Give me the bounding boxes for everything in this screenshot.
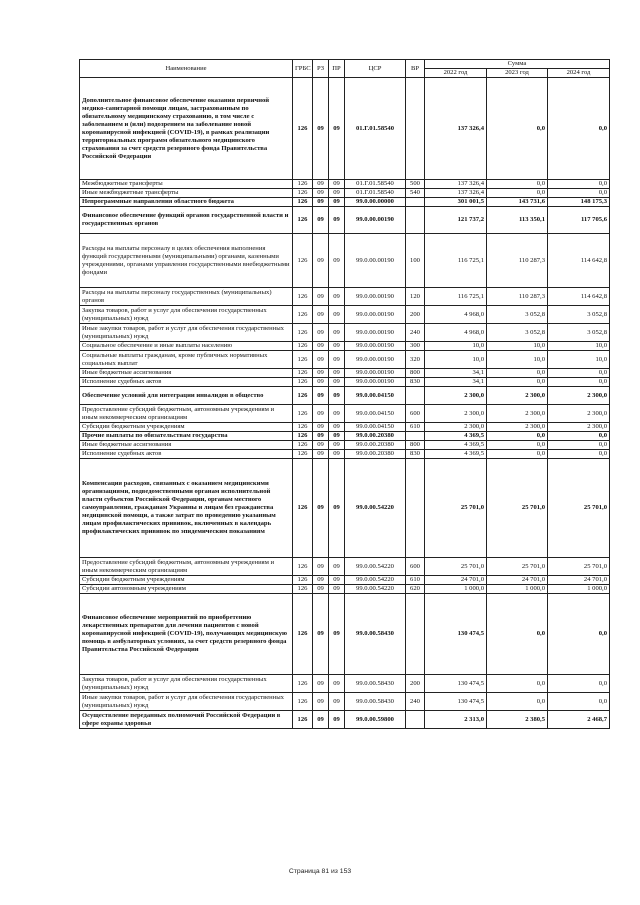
row-vr bbox=[406, 387, 425, 405]
table-row bbox=[80, 351, 610, 369]
row-amount-2024: 3 052,8 bbox=[548, 306, 610, 324]
row-amount-2024: 0,0 bbox=[548, 675, 610, 693]
row-grbs: 126 bbox=[293, 594, 313, 675]
row-pr: 09 bbox=[329, 432, 345, 441]
row-amount-2024: 0,0 bbox=[548, 180, 610, 189]
row-csr: 99.0.00.58430 bbox=[345, 693, 406, 711]
row-amount-2024: 0,0 bbox=[548, 594, 610, 675]
row-csr: 99.0.00.54220 bbox=[345, 459, 406, 558]
row-name: Исполнение судебных актов bbox=[80, 378, 293, 387]
row-amount-2023: 25 701,0 bbox=[487, 459, 548, 558]
row-rz: 09 bbox=[313, 594, 329, 675]
row-pr: 09 bbox=[329, 405, 345, 423]
row-name: Компенсация расходов, связанных с оказанием медицинскими организациями, подведомственными органам исполнительной власти субъектов Российской Федерации, органам местного самоуправления, гражданам Украины и лицам без гражданства медицинской помощи, а также затрат по проведению указанным лицам профилактических прививок, включенных в календарь профилактических прививок по эпидемическим показаниям bbox=[80, 459, 293, 558]
table-row bbox=[80, 693, 610, 711]
row-rz: 09 bbox=[313, 693, 329, 711]
row-name: Прочие выплаты по обязательствам государства bbox=[80, 432, 293, 441]
row-vr bbox=[406, 78, 425, 180]
row-vr bbox=[406, 711, 425, 729]
table-row bbox=[80, 423, 610, 432]
row-grbs: 126 bbox=[293, 387, 313, 405]
row-amount-2022: 121 737,2 bbox=[425, 207, 487, 234]
row-amount-2022: 10,0 bbox=[425, 351, 487, 369]
row-amount-2022: 4 369,5 bbox=[425, 441, 487, 450]
row-name: Предоставление субсидий бюджетным, автономным учреждениям и иным некоммерческим организациям bbox=[80, 405, 293, 423]
row-name: Социальное обеспечение и иные выплаты населению bbox=[80, 342, 293, 351]
row-pr: 09 bbox=[329, 585, 345, 594]
row-pr: 09 bbox=[329, 342, 345, 351]
row-amount-2023: 0,0 bbox=[487, 441, 548, 450]
row-csr: 99.0.00.00190 bbox=[345, 288, 406, 306]
row-vr: 500 bbox=[406, 180, 425, 189]
row-rz: 09 bbox=[313, 441, 329, 450]
row-name: Межбюджетные трансферты bbox=[80, 180, 293, 189]
row-amount-2022: 130 474,5 bbox=[425, 594, 487, 675]
row-vr: 830 bbox=[406, 450, 425, 459]
row-name: Дополнительное финансовое обеспечение оказания первичной медико-санитарной помощи лицам, застрахованным по обязательному медицинскому страхованию, в том числе с заболеванием и (или) подозрением на заболевание новой коронавирусной инфекцией (COVID-19), в рамках реализации территориальных программ обязательного медицинского страхования за счет средств резервного фонда Правительства Российской Федерации bbox=[80, 78, 293, 180]
row-rz: 09 bbox=[313, 234, 329, 288]
row-amount-2022: 116 725,1 bbox=[425, 288, 487, 306]
row-vr bbox=[406, 432, 425, 441]
table-row bbox=[80, 288, 610, 306]
table-row bbox=[80, 78, 610, 180]
table-row bbox=[80, 369, 610, 378]
row-amount-2022: 4 968,0 bbox=[425, 306, 487, 324]
row-amount-2024: 10,0 bbox=[548, 351, 610, 369]
table-row bbox=[80, 198, 610, 207]
row-name: Субсидии бюджетным учреждениям bbox=[80, 423, 293, 432]
table-body bbox=[80, 78, 610, 729]
row-amount-2022: 4 968,0 bbox=[425, 324, 487, 342]
row-pr: 09 bbox=[329, 459, 345, 558]
row-amount-2023: 1 000,0 bbox=[487, 585, 548, 594]
row-rz: 09 bbox=[313, 207, 329, 234]
row-pr: 09 bbox=[329, 198, 345, 207]
row-amount-2024: 3 052,8 bbox=[548, 324, 610, 342]
row-amount-2023: 0,0 bbox=[487, 180, 548, 189]
row-amount-2024: 0,0 bbox=[548, 432, 610, 441]
row-pr: 09 bbox=[329, 711, 345, 729]
row-amount-2023: 110 287,3 bbox=[487, 288, 548, 306]
row-pr: 09 bbox=[329, 351, 345, 369]
row-amount-2024: 1 000,0 bbox=[548, 585, 610, 594]
row-name: Субсидии бюджетным учреждениям bbox=[80, 576, 293, 585]
row-amount-2022: 34,1 bbox=[425, 378, 487, 387]
table-row bbox=[80, 306, 610, 324]
row-amount-2023: 0,0 bbox=[487, 693, 548, 711]
row-rz: 09 bbox=[313, 450, 329, 459]
row-pr: 09 bbox=[329, 78, 345, 180]
row-name: Иные бюджетные ассигнования bbox=[80, 441, 293, 450]
row-csr: 99.0.00.54220 bbox=[345, 585, 406, 594]
table-row bbox=[80, 450, 610, 459]
row-name: Социальные выплаты гражданам, кроме публичных нормативных социальных выплат bbox=[80, 351, 293, 369]
row-pr: 09 bbox=[329, 576, 345, 585]
row-pr: 09 bbox=[329, 387, 345, 405]
row-vr: 610 bbox=[406, 423, 425, 432]
row-amount-2024: 2 300,0 bbox=[548, 423, 610, 432]
row-grbs: 126 bbox=[293, 369, 313, 378]
row-csr: 99.0.00.04150 bbox=[345, 387, 406, 405]
row-rz: 09 bbox=[313, 378, 329, 387]
row-vr bbox=[406, 198, 425, 207]
row-csr: 01.Г.01.58540 bbox=[345, 78, 406, 180]
table-row bbox=[80, 234, 610, 288]
row-name: Иные межбюджетные трансферты bbox=[80, 189, 293, 198]
row-grbs: 126 bbox=[293, 711, 313, 729]
row-vr: 600 bbox=[406, 405, 425, 423]
row-csr: 99.0.00.54220 bbox=[345, 576, 406, 585]
row-csr: 99.0.00.00190 bbox=[345, 378, 406, 387]
row-amount-2023: 0,0 bbox=[487, 594, 548, 675]
row-rz: 09 bbox=[313, 585, 329, 594]
row-grbs: 126 bbox=[293, 693, 313, 711]
row-grbs: 126 bbox=[293, 288, 313, 306]
row-vr bbox=[406, 459, 425, 558]
row-amount-2022: 130 474,5 bbox=[425, 675, 487, 693]
row-amount-2022: 2 300,0 bbox=[425, 405, 487, 423]
row-amount-2023: 0,0 bbox=[487, 675, 548, 693]
row-grbs: 126 bbox=[293, 378, 313, 387]
row-pr: 09 bbox=[329, 441, 345, 450]
row-vr: 800 bbox=[406, 369, 425, 378]
row-csr: 99.0.00.04150 bbox=[345, 405, 406, 423]
row-amount-2024: 25 701,0 bbox=[548, 459, 610, 558]
header-rz: РЗ bbox=[313, 60, 329, 78]
row-amount-2024: 10,0 bbox=[548, 342, 610, 351]
row-rz: 09 bbox=[313, 387, 329, 405]
header-pr: ПР bbox=[329, 60, 345, 78]
row-name: Обеспечение условий для интеграции инвалидов в общество bbox=[80, 387, 293, 405]
header-name: Наименование bbox=[80, 60, 293, 78]
row-grbs: 126 bbox=[293, 576, 313, 585]
row-amount-2022: 4 369,5 bbox=[425, 450, 487, 459]
row-name: Закупка товаров, работ и услуг для обеспечения государственных (муниципальных) нужд bbox=[80, 306, 293, 324]
row-amount-2022: 137 326,4 bbox=[425, 78, 487, 180]
row-amount-2023: 0,0 bbox=[487, 450, 548, 459]
row-rz: 09 bbox=[313, 405, 329, 423]
row-grbs: 126 bbox=[293, 207, 313, 234]
row-amount-2024: 114 642,8 bbox=[548, 288, 610, 306]
row-vr: 610 bbox=[406, 576, 425, 585]
row-amount-2023: 0,0 bbox=[487, 369, 548, 378]
row-vr: 620 bbox=[406, 585, 425, 594]
row-amount-2022: 2 300,0 bbox=[425, 423, 487, 432]
row-pr: 09 bbox=[329, 288, 345, 306]
row-pr: 09 bbox=[329, 423, 345, 432]
row-pr: 09 bbox=[329, 189, 345, 198]
row-grbs: 126 bbox=[293, 459, 313, 558]
row-grbs: 126 bbox=[293, 198, 313, 207]
row-rz: 09 bbox=[313, 351, 329, 369]
row-amount-2024: 0,0 bbox=[548, 441, 610, 450]
row-vr: 240 bbox=[406, 693, 425, 711]
row-amount-2022: 4 369,5 bbox=[425, 432, 487, 441]
row-vr: 240 bbox=[406, 324, 425, 342]
row-pr: 09 bbox=[329, 207, 345, 234]
row-name: Предоставление субсидий бюджетным, автономным учреждениям и иным некоммерческим организациям bbox=[80, 558, 293, 576]
row-pr: 09 bbox=[329, 324, 345, 342]
row-csr: 99.0.00.00190 bbox=[345, 351, 406, 369]
table-row bbox=[80, 432, 610, 441]
row-amount-2022: 130 474,5 bbox=[425, 693, 487, 711]
table-row bbox=[80, 585, 610, 594]
header-sum: Сумма bbox=[425, 60, 610, 69]
table-row bbox=[80, 324, 610, 342]
row-amount-2022: 301 001,5 bbox=[425, 198, 487, 207]
table-row bbox=[80, 675, 610, 693]
table-row bbox=[80, 594, 610, 675]
row-vr: 300 bbox=[406, 342, 425, 351]
row-amount-2023: 25 701,0 bbox=[487, 558, 548, 576]
row-rz: 09 bbox=[313, 198, 329, 207]
table-row bbox=[80, 387, 610, 405]
row-csr: 99.0.00.00190 bbox=[345, 369, 406, 378]
row-csr: 99.0.00.00190 bbox=[345, 324, 406, 342]
row-amount-2024: 148 175,3 bbox=[548, 198, 610, 207]
row-pr: 09 bbox=[329, 234, 345, 288]
row-amount-2023: 3 052,8 bbox=[487, 324, 548, 342]
row-amount-2022: 24 701,0 bbox=[425, 576, 487, 585]
row-amount-2024: 24 701,0 bbox=[548, 576, 610, 585]
row-rz: 09 bbox=[313, 675, 329, 693]
row-amount-2022: 2 313,0 bbox=[425, 711, 487, 729]
row-amount-2022: 1 000,0 bbox=[425, 585, 487, 594]
row-rz: 09 bbox=[313, 78, 329, 180]
row-pr: 09 bbox=[329, 693, 345, 711]
row-vr bbox=[406, 207, 425, 234]
row-csr: 99.0.00.00190 bbox=[345, 306, 406, 324]
header-vr: ВР bbox=[406, 60, 425, 78]
row-pr: 09 bbox=[329, 558, 345, 576]
row-grbs: 126 bbox=[293, 189, 313, 198]
row-amount-2023: 2 300,0 bbox=[487, 423, 548, 432]
row-csr: 99.0.00.00000 bbox=[345, 198, 406, 207]
row-csr: 99.0.00.00190 bbox=[345, 342, 406, 351]
row-amount-2023: 110 287,3 bbox=[487, 234, 548, 288]
table-row bbox=[80, 558, 610, 576]
row-grbs: 126 bbox=[293, 675, 313, 693]
row-amount-2024: 0,0 bbox=[548, 378, 610, 387]
row-name: Иные бюджетные ассигнования bbox=[80, 369, 293, 378]
table-row bbox=[80, 459, 610, 558]
row-pr: 09 bbox=[329, 450, 345, 459]
row-amount-2024: 2 300,0 bbox=[548, 387, 610, 405]
row-csr: 99.0.00.20380 bbox=[345, 450, 406, 459]
row-amount-2022: 25 701,0 bbox=[425, 459, 487, 558]
row-pr: 09 bbox=[329, 594, 345, 675]
row-amount-2023: 2 300,0 bbox=[487, 387, 548, 405]
row-amount-2023: 2 380,5 bbox=[487, 711, 548, 729]
row-amount-2022: 34,1 bbox=[425, 369, 487, 378]
row-grbs: 126 bbox=[293, 405, 313, 423]
row-vr: 200 bbox=[406, 306, 425, 324]
row-amount-2022: 137 326,4 bbox=[425, 180, 487, 189]
row-grbs: 126 bbox=[293, 558, 313, 576]
header-grbs: ГРБС bbox=[293, 60, 313, 78]
row-rz: 09 bbox=[313, 324, 329, 342]
row-grbs: 126 bbox=[293, 585, 313, 594]
budget-table bbox=[79, 59, 610, 729]
row-amount-2024: 2 468,7 bbox=[548, 711, 610, 729]
table-row bbox=[80, 441, 610, 450]
row-csr: 99.0.00.54220 bbox=[345, 558, 406, 576]
row-csr: 99.0.00.58430 bbox=[345, 675, 406, 693]
row-amount-2024: 0,0 bbox=[548, 693, 610, 711]
row-amount-2024: 117 705,6 bbox=[548, 207, 610, 234]
table-row bbox=[80, 711, 610, 729]
row-vr: 200 bbox=[406, 675, 425, 693]
row-pr: 09 bbox=[329, 369, 345, 378]
row-amount-2022: 137 326,4 bbox=[425, 189, 487, 198]
row-amount-2024: 114 642,8 bbox=[548, 234, 610, 288]
row-grbs: 126 bbox=[293, 234, 313, 288]
row-csr: 99.0.00.00190 bbox=[345, 234, 406, 288]
row-name: Финансовое обеспечение мероприятий по приобретению лекарственных препаратов для лечения пациентов с новой коронавирусной инфекцией (COVID-19), получающих медицинскую помощь в амбулаторных условиях, за счет средств резервного фонда Правительства Российской Федерации bbox=[80, 594, 293, 675]
row-pr: 09 bbox=[329, 675, 345, 693]
row-amount-2022: 2 300,0 bbox=[425, 387, 487, 405]
row-grbs: 126 bbox=[293, 450, 313, 459]
table-row bbox=[80, 405, 610, 423]
table-row bbox=[80, 189, 610, 198]
row-amount-2023: 2 300,0 bbox=[487, 405, 548, 423]
row-amount-2024: 2 300,0 bbox=[548, 405, 610, 423]
header-year-2024: 2024 год bbox=[548, 69, 610, 78]
row-amount-2023: 143 731,6 bbox=[487, 198, 548, 207]
row-amount-2023: 113 350,1 bbox=[487, 207, 548, 234]
row-rz: 09 bbox=[313, 711, 329, 729]
row-amount-2023: 0,0 bbox=[487, 378, 548, 387]
row-rz: 09 bbox=[313, 180, 329, 189]
row-amount-2024: 0,0 bbox=[548, 369, 610, 378]
table-row bbox=[80, 378, 610, 387]
row-name: Исполнение судебных актов bbox=[80, 450, 293, 459]
row-csr: 99.0.00.59800 bbox=[345, 711, 406, 729]
row-vr bbox=[406, 594, 425, 675]
row-amount-2023: 24 701,0 bbox=[487, 576, 548, 585]
row-grbs: 126 bbox=[293, 441, 313, 450]
row-name: Иные закупки товаров, работ и услуг для обеспечения государственных (муниципальных) нужд bbox=[80, 693, 293, 711]
row-grbs: 126 bbox=[293, 78, 313, 180]
row-vr: 100 bbox=[406, 234, 425, 288]
row-amount-2023: 0,0 bbox=[487, 432, 548, 441]
row-csr: 99.0.00.20380 bbox=[345, 441, 406, 450]
row-csr: 99.0.00.20380 bbox=[345, 432, 406, 441]
row-grbs: 126 bbox=[293, 180, 313, 189]
row-rz: 09 bbox=[313, 459, 329, 558]
row-rz: 09 bbox=[313, 432, 329, 441]
header-csr: ЦСР bbox=[345, 60, 406, 78]
row-name: Непрограммные направления областного бюджета bbox=[80, 198, 293, 207]
row-csr: 01.Г.01.58540 bbox=[345, 189, 406, 198]
row-amount-2022: 116 725,1 bbox=[425, 234, 487, 288]
row-amount-2024: 25 701,0 bbox=[548, 558, 610, 576]
row-grbs: 126 bbox=[293, 423, 313, 432]
table-row bbox=[80, 180, 610, 189]
row-csr: 99.0.00.00190 bbox=[345, 207, 406, 234]
row-rz: 09 bbox=[313, 576, 329, 585]
row-name: Финансовое обеспечение функций органов государственной власти и государственных органов bbox=[80, 207, 293, 234]
page-number: Страница 81 из 153 bbox=[288, 868, 352, 875]
row-grbs: 126 bbox=[293, 351, 313, 369]
row-name: Расходы на выплаты персоналу в целях обеспечения выполнения функций государственными (муниципальными) органами, казенными учреждениями, органами управления государственными внебюджетными фондами bbox=[80, 234, 293, 288]
row-amount-2023: 0,0 bbox=[487, 189, 548, 198]
row-csr: 99.0.00.58430 bbox=[345, 594, 406, 675]
row-vr: 830 bbox=[406, 378, 425, 387]
header-year-2023: 2023 год bbox=[487, 69, 548, 78]
row-amount-2023: 0,0 bbox=[487, 78, 548, 180]
row-rz: 09 bbox=[313, 558, 329, 576]
header-year-2022: 2022 год bbox=[425, 69, 487, 78]
row-vr: 540 bbox=[406, 189, 425, 198]
row-vr: 600 bbox=[406, 558, 425, 576]
row-rz: 09 bbox=[313, 189, 329, 198]
row-grbs: 126 bbox=[293, 342, 313, 351]
row-vr: 120 bbox=[406, 288, 425, 306]
row-name: Расходы на выплаты персоналу государственных (муниципальных) органов bbox=[80, 288, 293, 306]
row-vr: 800 bbox=[406, 441, 425, 450]
row-amount-2022: 25 701,0 bbox=[425, 558, 487, 576]
row-rz: 09 bbox=[313, 369, 329, 378]
row-name: Субсидии автономным учреждениям bbox=[80, 585, 293, 594]
row-rz: 09 bbox=[313, 306, 329, 324]
row-csr: 01.Г.01.58540 bbox=[345, 180, 406, 189]
row-rz: 09 bbox=[313, 423, 329, 432]
row-grbs: 126 bbox=[293, 324, 313, 342]
row-amount-2023: 10,0 bbox=[487, 351, 548, 369]
row-pr: 09 bbox=[329, 306, 345, 324]
table-row bbox=[80, 576, 610, 585]
row-rz: 09 bbox=[313, 288, 329, 306]
row-name: Осуществление переданных полномочий Российской Федерации в сфере охраны здоровья bbox=[80, 711, 293, 729]
row-name: Закупка товаров, работ и услуг для обеспечения государственных (муниципальных) нужд bbox=[80, 675, 293, 693]
table-row bbox=[80, 342, 610, 351]
row-amount-2023: 10,0 bbox=[487, 342, 548, 351]
row-amount-2024: 0,0 bbox=[548, 189, 610, 198]
row-amount-2022: 10,0 bbox=[425, 342, 487, 351]
table-row bbox=[80, 207, 610, 234]
row-pr: 09 bbox=[329, 378, 345, 387]
row-grbs: 126 bbox=[293, 432, 313, 441]
row-vr: 320 bbox=[406, 351, 425, 369]
row-grbs: 126 bbox=[293, 306, 313, 324]
row-amount-2024: 0,0 bbox=[548, 450, 610, 459]
row-amount-2024: 0,0 bbox=[548, 78, 610, 180]
row-rz: 09 bbox=[313, 342, 329, 351]
row-csr: 99.0.00.04150 bbox=[345, 423, 406, 432]
row-amount-2023: 3 052,8 bbox=[487, 306, 548, 324]
row-pr: 09 bbox=[329, 180, 345, 189]
row-name: Иные закупки товаров, работ и услуг для обеспечения государственных (муниципальных) нужд bbox=[80, 324, 293, 342]
